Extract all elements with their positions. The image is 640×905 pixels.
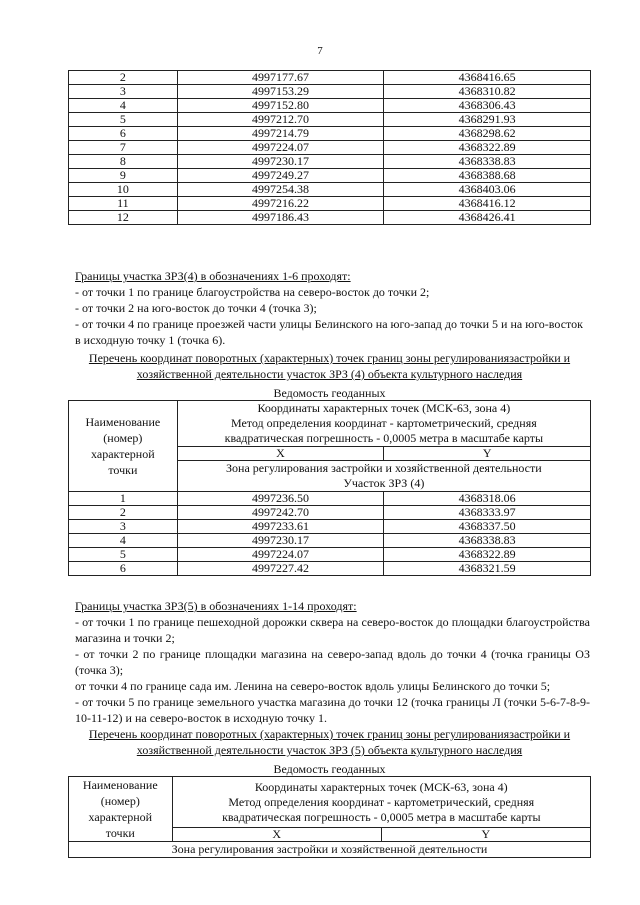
table-row [69,155,591,169]
zrz5-description [75,598,590,726]
point-number: 4 [69,99,178,113]
zrz5-geodata-table [68,776,591,858]
point-number: 4 [69,534,178,548]
point-number: 5 [69,113,178,127]
zone-row: Зона регулирования застройки и хозяйственной деятельности Участок ЗРЗ (4) [177,461,590,492]
coord-header: Координаты характерных точек (МСК-63, зона 4) Метод определения координат - картометрический, средняя квадратическая погрешность - 0,0005 метра в масштабе карты [177,401,590,447]
y-value: 4368388.68 [384,169,591,183]
point-number: 2 [69,71,178,85]
y-value: 4368298.62 [384,127,591,141]
point-number: 7 [69,141,178,155]
table-row [69,506,591,520]
x-value: 4997224.07 [177,141,384,155]
table-row [69,127,591,141]
y-header: Y [384,447,591,461]
x-value: 4997224.07 [177,548,384,562]
x-value: 4997236.50 [177,492,384,506]
zone-row: Зона регулирования застройки и хозяйственной деятельности [69,842,591,858]
point-number: 8 [69,155,178,169]
point-number: 6 [69,127,178,141]
zrz5-title: Границы участка ЗРЗ(5) в обозначениях 1-14 проходят: [75,599,357,613]
y-value: 4368310.82 [384,85,591,99]
y-value: 4368333.97 [384,506,591,520]
coordinates-table-continued [68,70,591,225]
coord-header: Координаты характерных точек (МСК-63, зона 4) Метод определения координат - картометрический, средняя квадратическая погрешность - 0,0005 метра в масштабе карты [172,777,590,828]
x-value: 4997214.79 [177,127,384,141]
y-value: 4368338.83 [384,155,591,169]
zrz4-description [75,268,590,348]
y-value: 4368416.12 [384,197,591,211]
table-row [69,99,591,113]
zrz4-line-2: - от точки 2 на юго-восток до точки 4 (точка 3); [75,301,317,315]
page-number: 7 [317,45,323,57]
x-value: 4997230.17 [177,155,384,169]
zrz5-heading-line-2: хозяйственной деятельности участок ЗРЗ (5) объекта культурного наследия [136,743,523,757]
y-value: 4368291.93 [384,113,591,127]
table-row [69,492,591,506]
y-value: 4368318.06 [384,492,591,506]
table-row [69,113,591,127]
x-value: 4997152.80 [177,99,384,113]
point-number: 1 [69,492,178,506]
zrz5-line-2: - от точки 2 по границе площадки магазина на северо-запад вдоль до точки 4 (точка границы ОЗ (точка 3); [75,647,590,677]
y-value: 4368337.50 [384,520,591,534]
zrz4-heading [68,350,591,382]
name-column-header: Наименование (номер) характерной точки [69,401,178,492]
y-value: 4368322.89 [384,548,591,562]
zrz4-heading-line-1: Перечень координат поворотных (характерных) точек границ зоны регулированиязастройки и [88,351,571,365]
point-number: 5 [69,548,178,562]
point-number: 3 [69,85,178,99]
x-header: X [172,828,381,842]
table-row [69,85,591,99]
name-column-header: Наименование (номер) характерной точки [69,777,173,842]
zrz4-line-3: - от точки 4 по границе проезжей части улицы Белинского на юго-запад до точки 5 и на юго-восток в исходную точку 1 (точка 6). [75,317,583,347]
table-row [69,520,591,534]
table-row [69,562,591,576]
x-value: 4997153.29 [177,85,384,99]
y-value: 4368321.59 [384,562,591,576]
point-number: 3 [69,520,178,534]
point-number: 6 [69,562,178,576]
x-value: 4997177.67 [177,71,384,85]
zrz5-line-1: - от точки 1 по границе пешеходной дорожки сквера на северо-восток до площадки благоустройства магазина и точки 2; [75,615,590,645]
point-number: 10 [69,183,178,197]
table-row [69,71,591,85]
table-row [69,141,591,155]
x-value: 4997230.17 [177,534,384,548]
zrz5-line-3: от точки 4 по границе сада им. Ленина на северо-восток вдоль улицы Белинского до точки 5; [75,679,551,693]
table-row [69,183,591,197]
zrz5-line-4: - от точки 5 по границе земельного участка магазина до точки 12 (точка границы Л (точки 5-6-7-8-9-10-11-12) и на северо-восток в исходную точку 1. [75,695,590,725]
point-number: 9 [69,169,178,183]
x-value: 4997212.70 [177,113,384,127]
x-value: 4997227.42 [177,562,384,576]
point-number: 2 [69,506,178,520]
y-value: 4368416.65 [384,71,591,85]
zrz4-title: Границы участка ЗРЗ(4) в обозначениях 1-6 проходят: [75,269,351,283]
y-header: Y [381,828,590,842]
x-value: 4997216.22 [177,197,384,211]
table-row [69,534,591,548]
point-number: 12 [69,211,178,225]
y-value: 4368306.43 [384,99,591,113]
zrz5-heading-line-1: Перечень координат поворотных (характерных) точек границ зоны регулированиязастройки и [88,727,571,741]
zrz4-heading-line-2: хозяйственной деятельности участок ЗРЗ (4) объекта культурного наследия [136,367,523,381]
zrz4-caption: Ведомость геоданных [273,386,386,400]
y-value: 4368322.89 [384,141,591,155]
zrz4-geodata-table [68,400,591,576]
table-row [69,548,591,562]
table-row [69,211,591,225]
x-header: X [177,447,384,461]
zrz5-caption: Ведомость геоданных [273,762,386,776]
x-value: 4997242.70 [177,506,384,520]
x-value: 4997249.27 [177,169,384,183]
y-value: 4368426.41 [384,211,591,225]
x-value: 4997233.61 [177,520,384,534]
y-value: 4368338.83 [384,534,591,548]
x-value: 4997186.43 [177,211,384,225]
table-row [69,197,591,211]
point-number: 11 [69,197,178,211]
y-value: 4368403.06 [384,183,591,197]
table-row [69,169,591,183]
zrz4-line-1: - от точки 1 по границе благоустройства на северо-восток до точки 2; [75,285,430,299]
zrz5-heading [68,726,591,758]
x-value: 4997254.38 [177,183,384,197]
